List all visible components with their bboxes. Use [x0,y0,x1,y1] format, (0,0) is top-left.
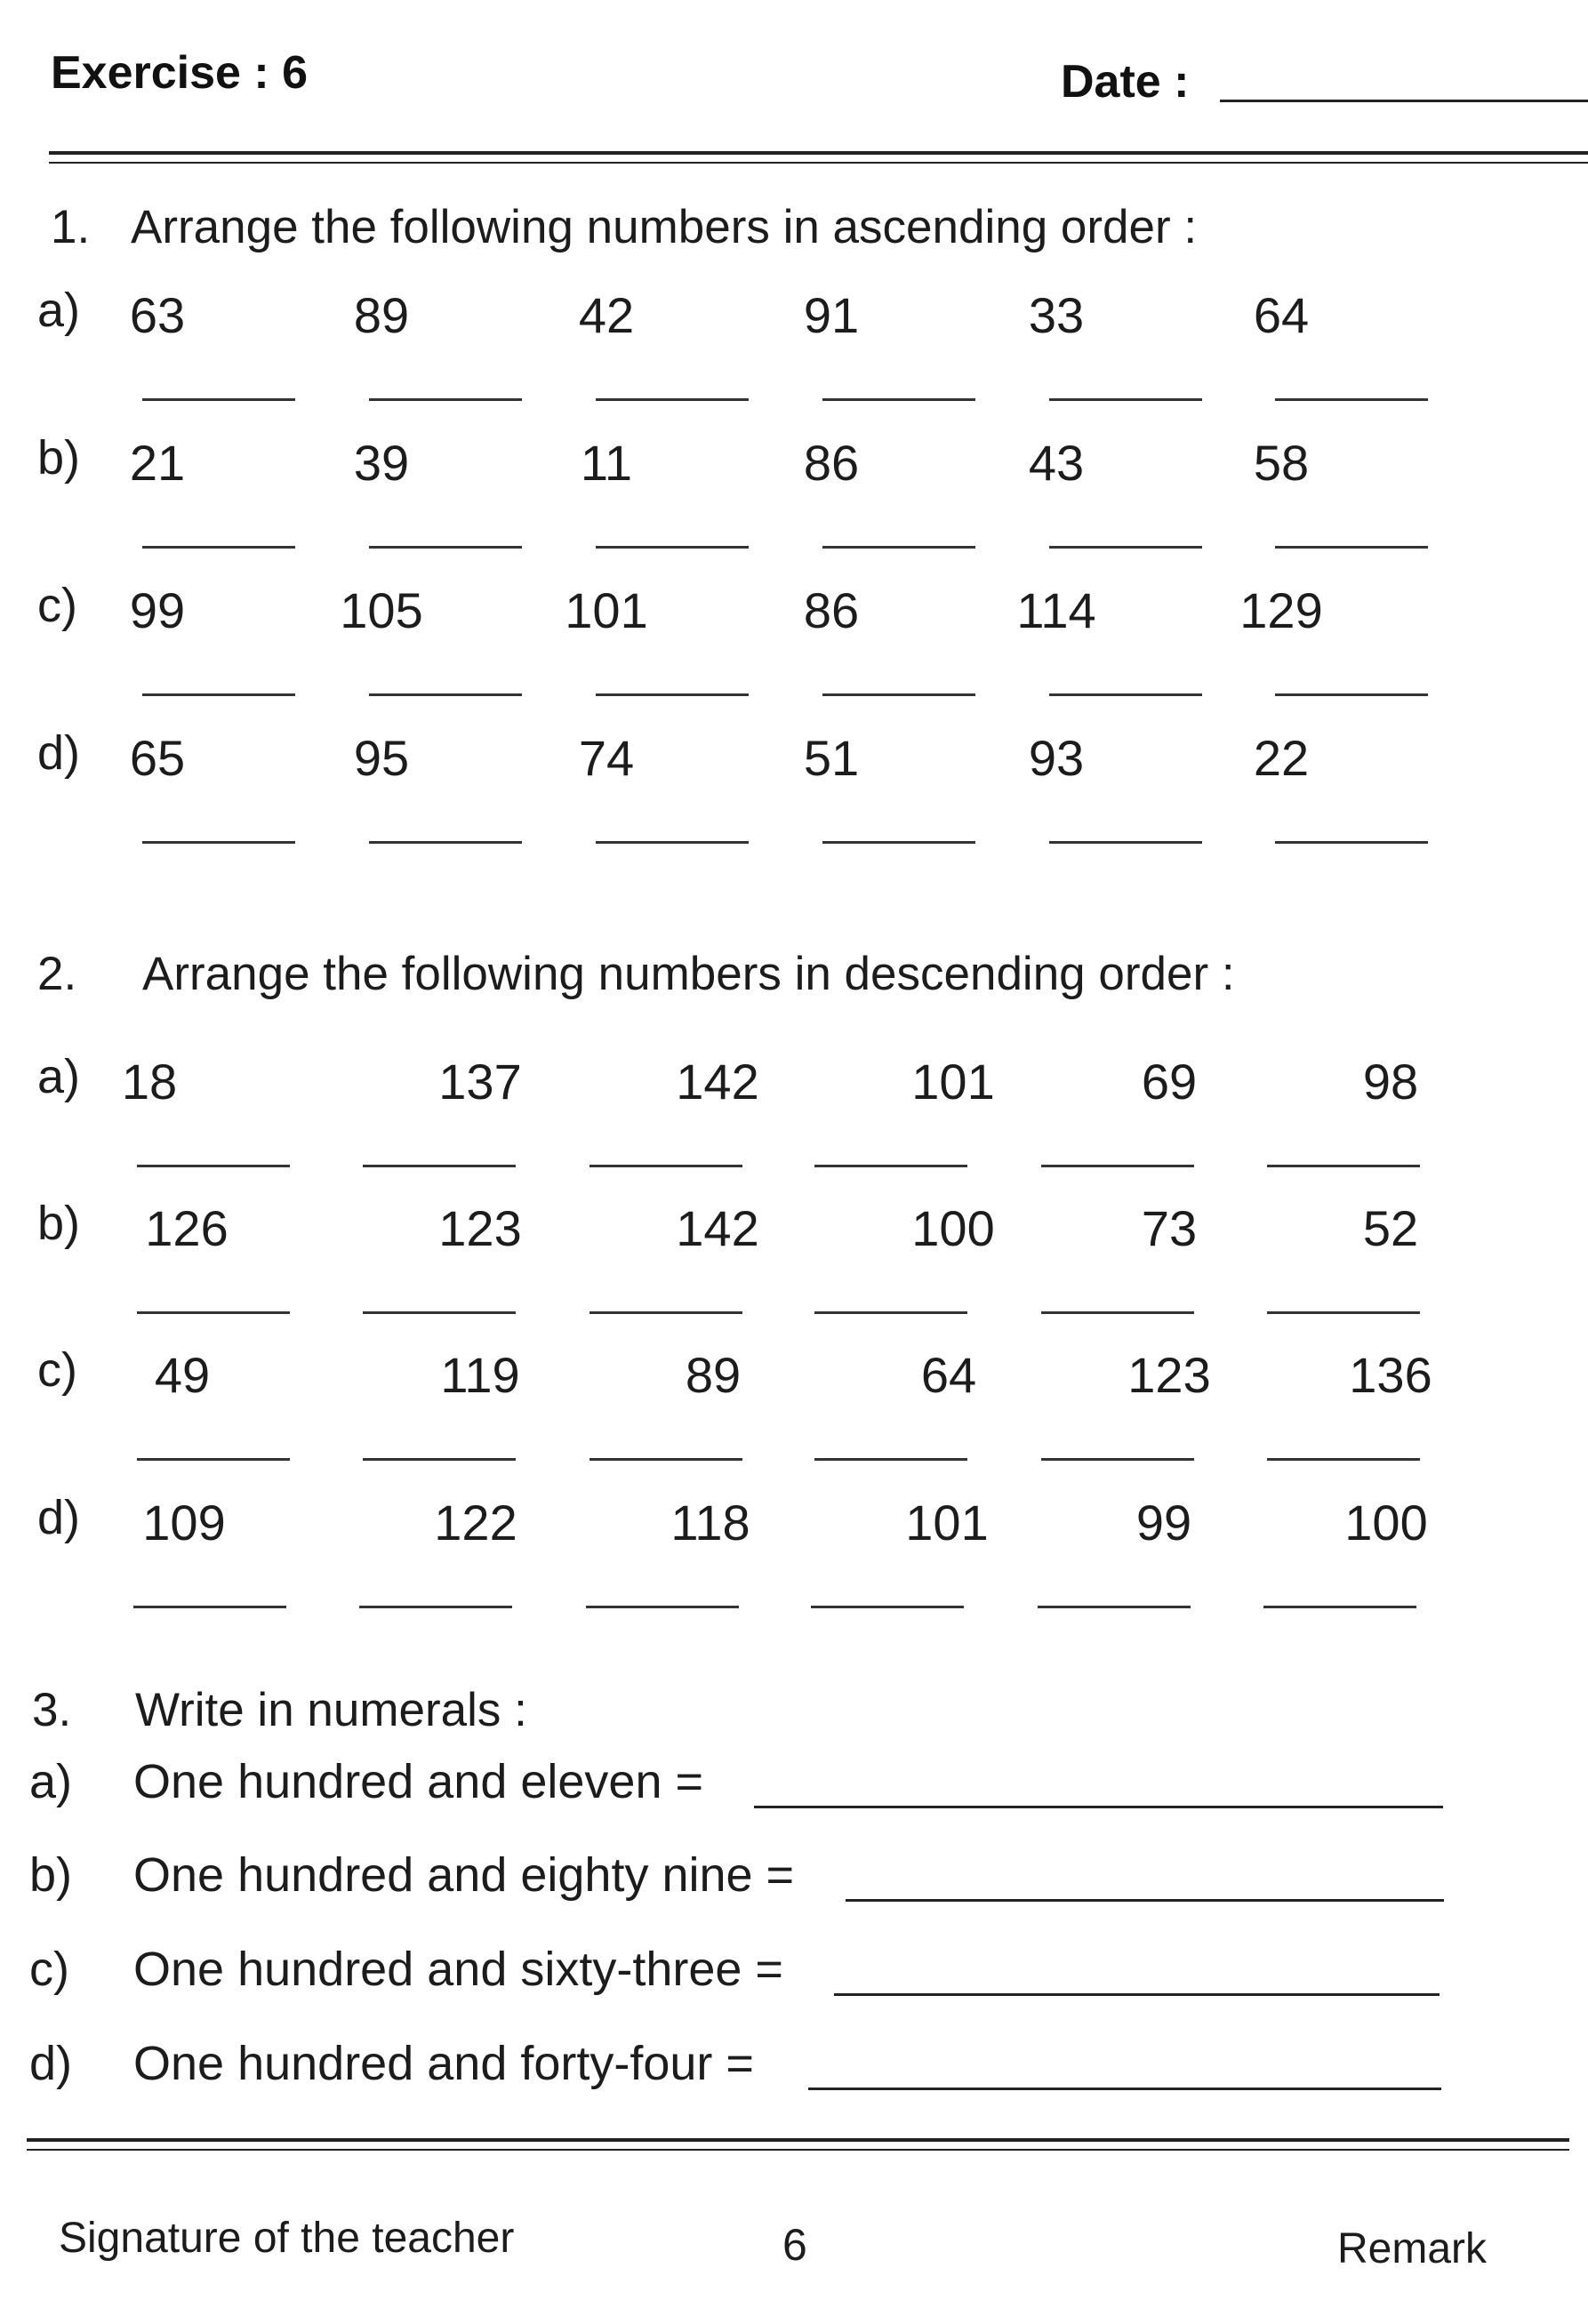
q1-row-b [37,430,1531,577]
answer-blank[interactable] [1041,1458,1194,1461]
q1-row-d [37,725,1531,872]
answer-blank[interactable] [596,546,749,549]
number: 89 [685,1347,742,1403]
answer-blank[interactable] [814,1458,967,1461]
number: 119 [440,1347,520,1403]
answer-blank[interactable] [142,841,295,844]
answer-blank[interactable] [586,1606,739,1608]
answer-blank[interactable] [1041,1311,1194,1314]
number: 42 [578,287,635,343]
answer-blank[interactable] [369,693,522,696]
answer-blank[interactable] [589,1165,742,1167]
number: 122 [434,1495,517,1551]
answer-line[interactable] [846,1899,1444,1902]
answer-blank[interactable] [1275,693,1428,696]
q2-row-a [37,1049,1531,1196]
answer-blank[interactable] [596,693,749,696]
q2-row-c [37,1342,1531,1489]
number: 43 [1028,435,1085,491]
number: 49 [154,1347,211,1403]
date-answer-line[interactable] [1220,100,1588,102]
answer-blank[interactable] [359,1606,512,1608]
number: 86 [803,435,860,491]
number: 93 [1028,730,1085,786]
answer-blank[interactable] [589,1311,742,1314]
row-label: a) [37,1050,81,1103]
q3-title [32,1683,527,1737]
number: 22 [1253,730,1310,786]
row-label: d) [37,1491,81,1544]
exercise-title: Exercise : 6 [51,47,309,99]
number: 64 [920,1347,977,1403]
item-text: One hundred and eleven = [133,1755,704,1808]
number: 100 [911,1200,995,1256]
answer-blank[interactable] [1038,1606,1191,1608]
answer-blank[interactable] [596,841,749,844]
item-label: d) [29,2037,73,2090]
answer-blank[interactable] [369,841,522,844]
answer-blank[interactable] [1049,693,1202,696]
number: 114 [1016,582,1096,638]
answer-blank[interactable] [142,398,295,401]
number: 118 [670,1495,750,1551]
answer-blank[interactable] [363,1311,516,1314]
answer-blank[interactable] [369,398,522,401]
row-label: b) [37,1197,81,1250]
number: 18 [121,1054,178,1110]
item-text: One hundred and eighty nine = [133,1848,795,1902]
answer-blank[interactable] [1049,841,1202,844]
row-label: d) [37,726,81,780]
number: 105 [340,582,423,638]
number: 39 [353,435,410,491]
number: 126 [145,1200,229,1256]
number: 98 [1362,1054,1419,1110]
number: 100 [1344,1495,1428,1551]
q2-number: 2. [37,948,77,1000]
number: 64 [1253,287,1310,343]
number: 101 [905,1495,989,1551]
number: 89 [353,287,410,343]
header-rule-thin [49,162,1588,164]
q3-item-b [29,1847,1425,1919]
answer-line[interactable] [808,2088,1441,2090]
item-label: b) [29,1848,73,1902]
q1-number: 1. [51,201,91,253]
number: 137 [438,1054,522,1110]
answer-blank[interactable] [137,1165,290,1167]
teacher-signature-label: Signature of the teacher [59,2215,515,2262]
number: 63 [129,287,186,343]
answer-blank[interactable] [142,546,295,549]
q3-item-d [29,2036,1425,2107]
q3-item-c [29,1942,1425,2013]
number: 21 [129,435,186,491]
answer-blank[interactable] [1267,1165,1420,1167]
q1-row-c [37,578,1531,725]
answer-blank[interactable] [822,693,975,696]
number: 101 [911,1054,995,1110]
answer-blank[interactable] [822,841,975,844]
answer-blank[interactable] [811,1606,964,1608]
item-text: One hundred and sixty-three = [133,1943,783,1996]
number: 33 [1028,287,1085,343]
number: 99 [1135,1495,1192,1551]
answer-blank[interactable] [814,1311,967,1314]
number: 101 [565,582,648,638]
page-number: 6 [782,2220,807,2270]
number: 123 [438,1200,522,1256]
q1-text: Arrange the following numbers in ascending order : [131,201,1198,253]
answer-blank[interactable] [596,398,749,401]
answer-blank[interactable] [142,693,295,696]
footer-rule-thick [27,2138,1569,2142]
date-label: Date : [1061,56,1190,108]
footer-rule-thin [27,2149,1569,2151]
number: 99 [129,582,186,638]
q3-item-a [29,1754,1425,1825]
number: 86 [803,582,860,638]
answer-blank[interactable] [822,398,975,401]
number: 74 [578,730,635,786]
number: 52 [1362,1200,1419,1256]
q1-row-a [37,283,1531,429]
number: 91 [803,287,860,343]
remark-label: Remark [1337,2225,1488,2272]
answer-blank[interactable] [814,1165,967,1167]
number: 142 [676,1200,759,1256]
number: 109 [142,1495,226,1551]
answer-blank[interactable] [1267,1311,1420,1314]
item-label: a) [29,1755,73,1808]
q2-row-d [37,1490,1531,1637]
answer-blank[interactable] [363,1165,516,1167]
q3-text: Write in numerals : [135,1684,527,1736]
row-label: a) [37,284,81,337]
answer-blank[interactable] [369,546,522,549]
q1-title [51,200,1197,254]
answer-blank[interactable] [1041,1165,1194,1167]
item-label: c) [29,1943,69,1996]
number: 129 [1239,582,1323,638]
header-rule-thick [49,151,1588,155]
answer-blank[interactable] [137,1311,290,1314]
answer-blank[interactable] [1263,1606,1416,1608]
answer-line[interactable] [754,1806,1443,1808]
answer-blank[interactable] [363,1458,516,1461]
answer-blank[interactable] [137,1458,290,1461]
number: 65 [129,730,186,786]
number: 136 [1349,1347,1432,1403]
row-label: c) [37,1343,77,1397]
number: 142 [676,1054,759,1110]
answer-blank[interactable] [589,1458,742,1461]
answer-blank[interactable] [1267,1458,1420,1461]
answer-blank[interactable] [1275,841,1428,844]
q3-number: 3. [32,1684,72,1736]
number: 69 [1141,1054,1198,1110]
q2-text: Arrange the following numbers in descending order : [142,948,1235,1000]
q2-row-b [37,1196,1531,1342]
number: 95 [353,730,410,786]
number: 11 [580,435,633,491]
item-text: One hundred and forty-four = [133,2037,754,2090]
answer-blank[interactable] [1049,398,1202,401]
answer-blank[interactable] [1275,546,1428,549]
answer-blank[interactable] [1049,546,1202,549]
number: 73 [1141,1200,1198,1256]
answer-blank[interactable] [1275,398,1428,401]
number: 51 [803,730,860,786]
answer-line[interactable] [834,1993,1440,1996]
number: 58 [1253,435,1310,491]
row-label: b) [37,431,81,485]
row-label: c) [37,579,77,632]
answer-blank[interactable] [133,1606,286,1608]
number: 123 [1127,1347,1211,1403]
answer-blank[interactable] [822,546,975,549]
q2-title [37,947,1235,1001]
